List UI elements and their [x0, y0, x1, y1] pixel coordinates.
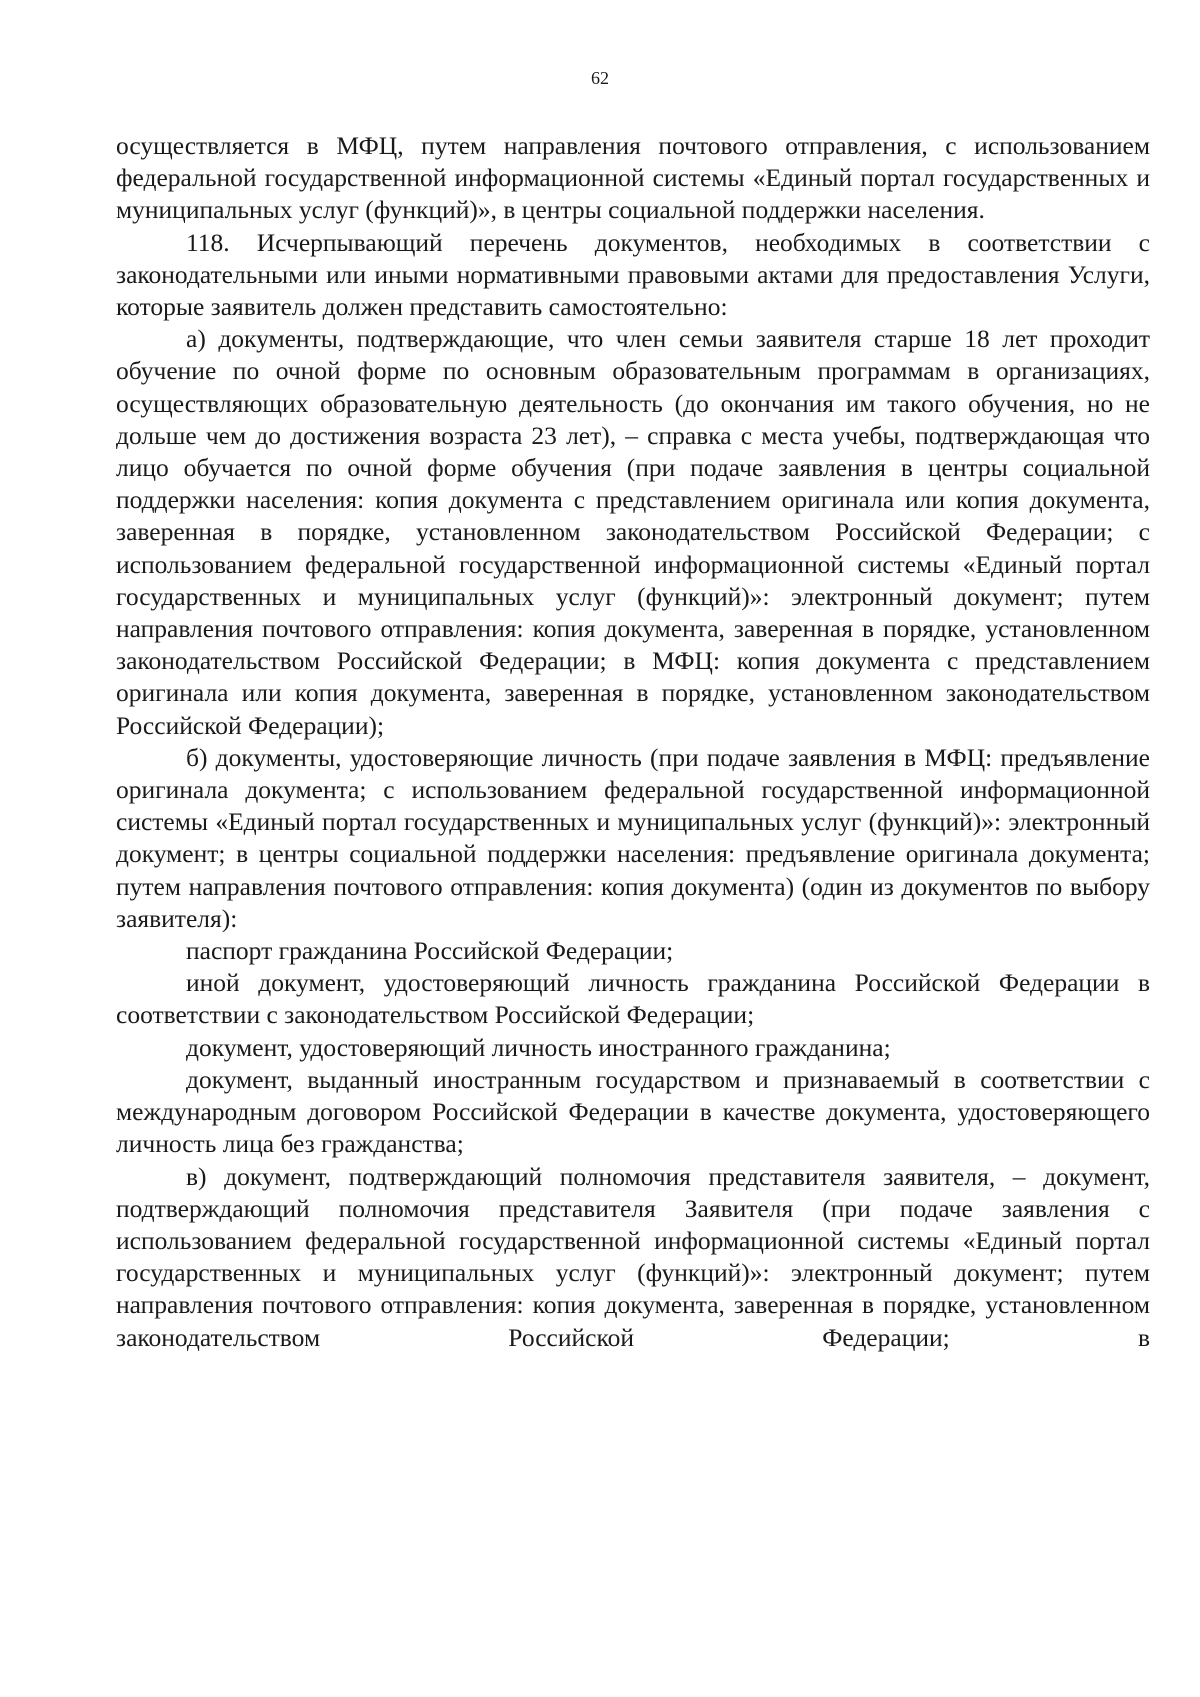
- list-item-passport: паспорт гражданина Российской Федерации;: [186, 936, 674, 966]
- paragraph-subitem-b: б) документы, удостоверяющие личность (при подаче заявления в МФЦ: предъявление оригинала документа; с использованием федеральной государственной информационной системы «Единый портал государственных и муниципальных услуг (функций)»: электронный документ; в центры социальной поддержки населения: предъявление оригинала документа; путем направления почтового отправления: копия документа) (один из документов по выбору заявителя):: [116, 742, 1150, 933]
- list-item-foreign-citizen-document: документ, удостоверяющий личность иностранного гражданина;: [186, 1032, 891, 1062]
- list-item-stateless-person-document: документ, выданный иностранным государством и признаваемый в соответствии с международным договором Российской Федерации в качестве документа, удостоверяющего личность лица без гражданства;: [116, 1064, 1150, 1159]
- paragraph-continuation: осуществляется в МФЦ, путем направления почтового отправления, с использованием федеральной государственной информационной системы «Единый портал государственных и муниципальных услуг (функций)», в центры социальной поддержки населения.: [116, 131, 1150, 225]
- paragraph-item-118: 118. Исчерпывающий перечень документов, необходимых в соответствии с законодательными или иными нормативными правовыми актами для предоставления Услуги, которые заявитель должен представить самостоятельно:: [116, 227, 1150, 322]
- paragraph-subitem-v: в) документ, подтверждающий полномочия представителя заявителя, – документ, подтверждающий полномочия представителя Заявителя (при подаче заявления с использованием федеральной государственной информационной системы «Единый портал государственных и муниципальных услуг (функций)»: электронный документ; путем направления почтового отправления: копия документа, заверенная в порядке, установленном законодательством Российской Федерации; в: [116, 1161, 1150, 1352]
- list-item-other-identity-document: иной документ, удостоверяющий личность гражданина Российской Федерации в соответствии с законодательством Российской Федерации;: [116, 968, 1150, 1030]
- paragraph-subitem-a: а) документы, подтверждающие, что член семьи заявителя старше 18 лет проходит обучение по очной форме по основным образовательным программам в организациях, осуществляющих образовательную деятельность (до окончания им такого обучения, но не дольше чем до достижения возраста 23 лет), – справка с места учебы, подтверждающая что лицо обучается по очной форме обучения (при подаче заявления в центры социальной поддержки населения: копия документа с представлением оригинала или копия документа, заверенная в порядке, установленном законодательством Российской Федерации; с использованием федеральной государственной информационной системы «Единый портал государственных и муниципальных услуг (функций)»: электронный документ; путем направления почтового отправления: копия документа, заверенная в порядке, установленном законодательством Российской Федерации; в МФЦ: копия документа с представлением оригинала или копия документа, заверенная в порядке, установленном законодательством Российской Федерации);: [116, 324, 1150, 740]
- document-body: [116, 130, 1150, 1354]
- page-number: 62: [591, 68, 609, 88]
